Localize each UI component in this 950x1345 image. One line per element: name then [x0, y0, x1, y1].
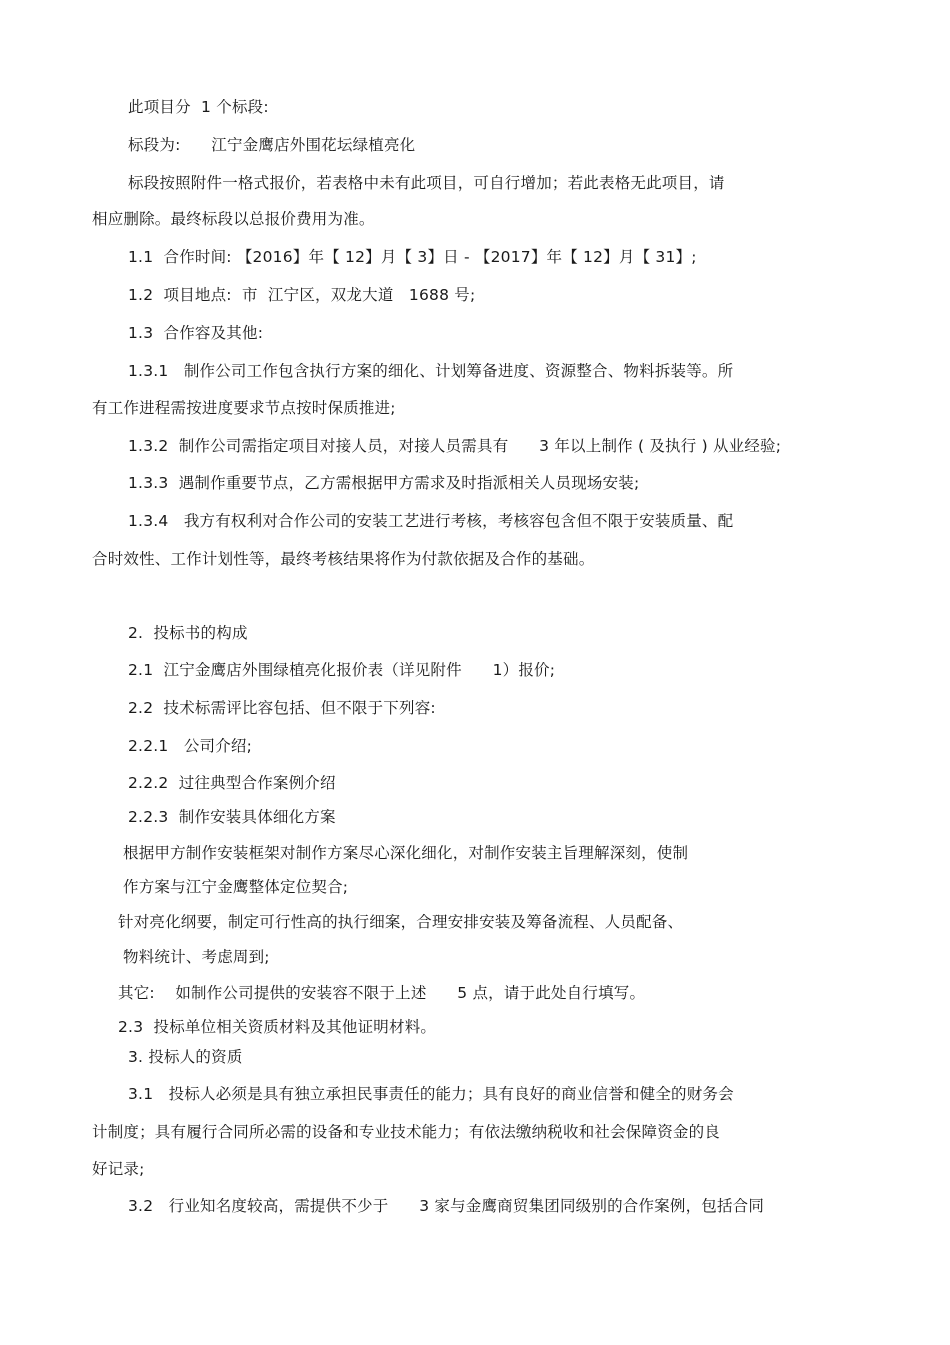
text-line: 标段为: 江宁金鹰店外围花坛绿植亮化	[128, 136, 416, 154]
text-line: 1.1 合作时间: 【2016】年【 12】月【 3】日 - 【2017】年【 12】月【 31】;	[128, 248, 697, 266]
text-line: 根据甲方制作安装框架对制作方案尽心深化细化，对制作安装主旨理解深刻，使制	[123, 844, 689, 862]
text-line: 3.2 行业知名度较高，需提供不少于 3 家与金鹰商贸集团同级别的合作案例，包括合同	[128, 1197, 765, 1215]
text-line: 好记录;	[92, 1160, 145, 1178]
text-line: 2.3 投标单位相关资质材料及其他证明材料。	[118, 1018, 437, 1036]
text-line: 合时效性、工作计划性等，最终考核结果将作为付款依据及合作的基础。	[92, 550, 595, 568]
text-line: 相应删除。最终标段以总报价费用为准。	[92, 210, 375, 228]
section-heading: 3. 投标人的资质	[128, 1048, 243, 1066]
text-line: 2.2.1 公司介绍;	[128, 737, 253, 755]
text-line: 2.1 江宁金鹰店外围绿植亮化报价表（详见附件 1）报价;	[128, 661, 556, 679]
text-line: 2.2.2 过往典型合作案例介绍	[128, 774, 336, 792]
text-line: 标段按照附件一格式报价，若表格中未有此项目，可自行增加；若此表格无此项目，请	[128, 174, 725, 192]
text-line: 物料统计、考虑周到;	[123, 948, 270, 966]
text-line: 针对亮化纲要，制定可行性高的执行细案，合理安排安装及筹备流程、人员配备、	[118, 913, 684, 931]
text-line: 2.2.3 制作安装具体细化方案	[128, 808, 336, 826]
text-line: 1.3.4 我方有权利对合作公司的安装工艺进行考核，考核容包含但不限于安装质量、配	[128, 512, 734, 530]
text-line: 1.3 合作容及其他:	[128, 324, 264, 342]
section-heading: 2. 投标书的构成	[128, 624, 248, 642]
text-line: 此项目分 1 个标段:	[128, 98, 269, 116]
text-line: 1.2 项目地点: 市 江宁区，双龙大道 1688 号;	[128, 286, 476, 304]
text-line: 其它: 如制作公司提供的安装容不限于上述 5 点，请于此处自行填写。	[118, 984, 646, 1002]
text-line: 有工作进程需按进度要求节点按时保质推进;	[92, 399, 396, 417]
text-line: 2.2 技术标需评比容包括、但不限于下列容:	[128, 699, 436, 717]
text-line: 1.3.2 制作公司需指定项目对接人员，对接人员需具有 3 年以上制作 ( 及执行 ) 从业经验;	[128, 437, 782, 455]
text-line: 作方案与江宁金鹰整体定位契合;	[123, 878, 349, 896]
text-line: 1.3.3 遇制作重要节点，乙方需根据甲方需求及时指派相关人员现场安装;	[128, 474, 640, 492]
text-line: 计制度；具有履行合同所必需的设备和专业技术能力；有依法缴纳税收和社会保障资金的良	[92, 1123, 721, 1141]
text-line: 1.3.1 制作公司工作包含执行方案的细化、计划筹备进度、资源整合、物料拆装等。所	[128, 362, 734, 380]
text-line: 3.1 投标人必须是具有独立承担民事责任的能力；具有良好的商业信誉和健全的财务会	[128, 1085, 734, 1103]
